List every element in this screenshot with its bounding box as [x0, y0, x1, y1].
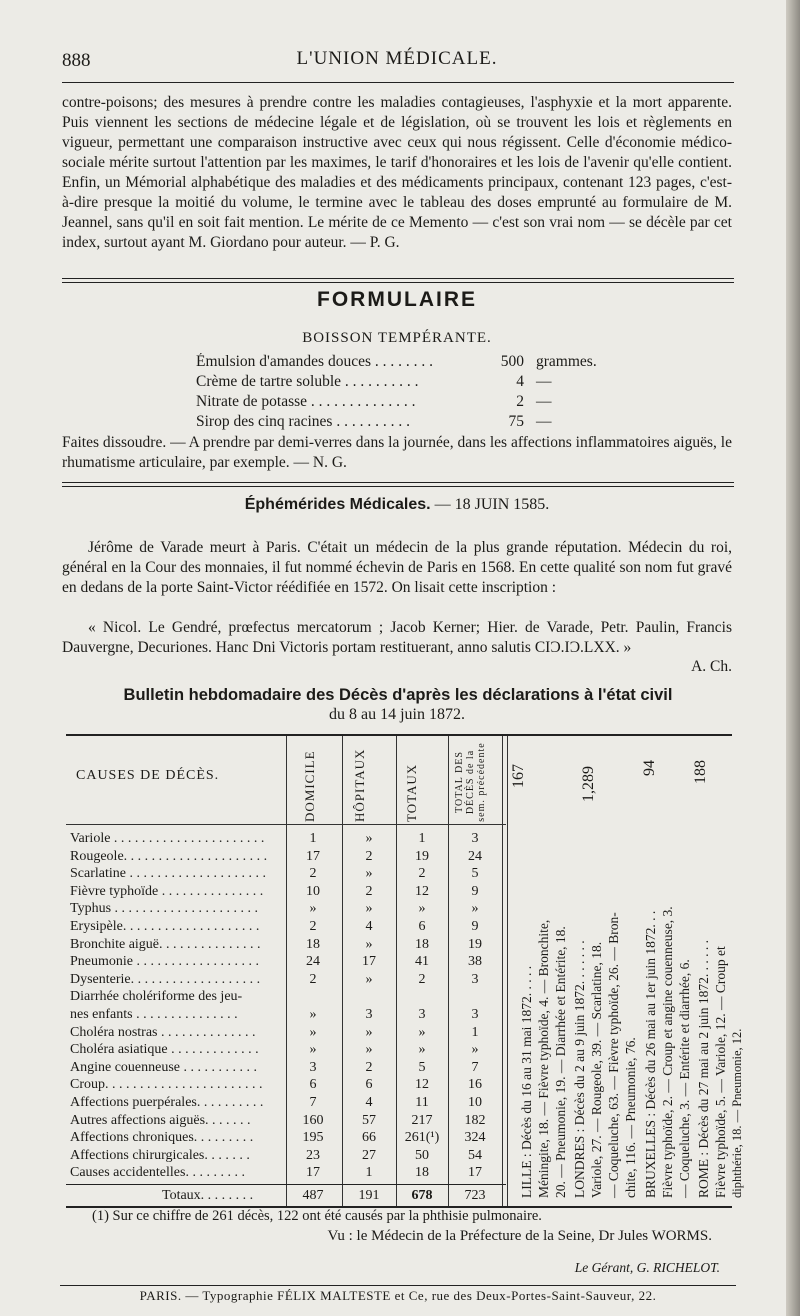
header-rule: [62, 82, 734, 83]
cell-prec: 54: [468, 1147, 482, 1163]
table-row: [66, 1129, 506, 1146]
ingredient-name: Crème de tartre soluble . . . . . . . . . .: [196, 373, 419, 390]
cell-hopitaux: »: [365, 831, 373, 846]
cell-domicile: 160: [302, 1112, 324, 1128]
cause-label: nes enfants . . . . . . . . . . . . . . .: [70, 1007, 238, 1022]
cell-domicile: 18: [306, 936, 320, 952]
cause-label: Affections puerpérales. . . . . . . . . .: [70, 1095, 264, 1110]
lille-line-3: 20. — Pneumonie, 19. — Diarrhée et Entérite, 18.: [553, 926, 568, 1198]
table-row: [66, 1059, 506, 1076]
totaux-header: TOTAUX: [404, 763, 419, 822]
cell-totaux: 6: [418, 919, 426, 934]
page-number: 888: [62, 50, 91, 71]
cell-hopitaux: 2: [365, 848, 373, 864]
ingredient-quantity: 4: [516, 373, 524, 390]
cell-prec: 3: [471, 971, 479, 987]
cell-hopitaux: 57: [362, 1112, 376, 1128]
cell-totaux: »: [418, 901, 426, 917]
cell-totaux: 12: [415, 883, 429, 899]
cell-hopitaux: »: [365, 971, 373, 987]
cell-domicile: 24: [306, 954, 320, 970]
cause-label: Pneumonie . . . . . . . . . . . . . . . . . .: [70, 954, 259, 970]
cause-label: Scarlatine . . . . . . . . . . . . . . . . . . . .: [70, 866, 266, 882]
formulaire-heading: FORMULAIRE: [317, 288, 477, 311]
domicile-header: DOMICILE: [302, 750, 317, 822]
ingredient-quantity: 2: [516, 393, 524, 410]
recipe-row: [196, 373, 656, 393]
cell-prec: »: [471, 901, 479, 917]
cause-label: Choléra nostras . . . . . . . . . . . . . .: [70, 1024, 256, 1040]
cell-totaux: 217: [411, 1112, 433, 1128]
londres-line-2: Variole, 27. — Rougeole, 39. — Scarlatine, 18.: [589, 941, 604, 1198]
recipe-row: [196, 353, 656, 373]
cell-totaux: 18: [415, 936, 429, 952]
cell-prec: 10: [468, 1095, 482, 1110]
journal-title: L'UNION MÉDICALE.: [296, 48, 498, 69]
totals-row: [66, 1188, 506, 1205]
table-row: [66, 1094, 506, 1111]
londres-line-3: — Coqueluche, 63. — Fièvre typhoïde, 26. — Bron-: [606, 912, 621, 1198]
cell-totaux: 50: [415, 1147, 429, 1163]
cell-domicile: 2: [309, 971, 317, 987]
cell-domicile: 2: [309, 919, 317, 934]
totals-label: Totaux. . . . . . . .: [162, 1188, 254, 1203]
cell-domicile: »: [309, 901, 317, 917]
cause-label: Typhus . . . . . . . . . . . . . . . . . . . . .: [70, 901, 259, 917]
ingredient-name: Sirop des cinq racines . . . . . . . . . .: [196, 413, 410, 430]
cause-label: Croup. . . . . . . . . . . . . . . . . . . . . . .: [70, 1077, 263, 1093]
cell-domicile: »: [309, 1042, 317, 1058]
column-line: [507, 736, 508, 1206]
review-paragraph: contre-poisons; des mesures à prendre contre les maladies contagieuses, l'asphyxie et la mort apparente. Puis viennent les sections de médecine légale et de législation, où se trouvent les lois et règlements en vigueur, permettant une comparaison instructive avec ceux qui nous régissent. Celle d'économie médico-sociale mérite surtout l'attention par les maximes, le tarif d'honoraires et les lois de l'avenir qu'elle contient. Enfin, un Mémorial alphabétique des maladies et des médicaments principaux, contenant 123 pages, c'est-à-dire presque la moitié du volume, le termine avec le tableau des doses emprunté au formulaire de M. Jeannel, sans qu'il en soit fait mention. Le mérite de ce Memento — c'est son vrai nom — se décèle par cet index, surtout ayant M. Giordano pour auteur. — P. G.: [62, 94, 732, 251]
table-row: [66, 865, 506, 882]
ingredient-unit: —: [536, 373, 552, 390]
cell-totaux: 11: [415, 1095, 429, 1110]
cell-hopitaux: 2: [365, 1059, 373, 1075]
table-row: [66, 971, 506, 988]
cell-totaux: 1: [418, 831, 426, 846]
ingredient-unit: —: [536, 393, 552, 410]
gerant-signature: Le Gérant, G. RICHELOT.: [574, 1260, 720, 1275]
cell-domicile: 195: [302, 1130, 324, 1146]
cell-totaux: 3: [418, 1007, 426, 1022]
cause-label: Variole . . . . . . . . . . . . . . . . . . . . . .: [70, 831, 265, 846]
cause-label: Angine couenneuse . . . . . . . . . . .: [70, 1059, 258, 1075]
inscription-paragraph: « Nicol. Le Gendré, prœfectus mercatorum ; Jacob Kerner; Hier. de Varade, Petr. Paulin, Francis Dauvergne, Decuriones. Hanc Dni Victoris portam restituerant, anno salutis CIƆ.IƆ.LXX. »: [62, 619, 732, 656]
rome-line-2: Fièvre typhoïde, 5. — Variole, 12. — Croup et: [713, 946, 728, 1198]
ingredient-name: Nitrate de potasse . . . . . . . . . . . . . .: [196, 393, 416, 410]
cell-domicile: 23: [306, 1147, 320, 1163]
lille-count: 167: [510, 764, 527, 788]
table-row: [66, 1164, 506, 1181]
table-row: [66, 830, 506, 847]
cell-domicile: 17: [306, 848, 320, 864]
cause-label: Autres affections aiguës. . . . . . .: [70, 1112, 251, 1128]
cell-totaux: 2: [418, 971, 426, 987]
cause-label: Choléra asiatique . . . . . . . . . . . . .: [70, 1042, 259, 1058]
cell-hopitaux: 4: [365, 919, 373, 934]
hopitaux-header: HÔPITAUX: [352, 748, 367, 822]
total-totaux: 678: [411, 1188, 433, 1203]
cell-hopitaux: »: [365, 1024, 373, 1040]
cause-label: Bronchite aiguë. . . . . . . . . . . . . . .: [70, 936, 261, 952]
rome-line-1: ROME : Décès du 27 mai au 2 juin 1872. . . . . .: [696, 940, 711, 1198]
londres-line-1: LONDRES : Décès du 2 au 9 juin 1872. . . . . . .: [572, 940, 587, 1198]
table-row: [66, 900, 506, 917]
cause-label: Rougeole. . . . . . . . . . . . . . . . . . . . .: [70, 848, 268, 864]
cell-hopitaux: 1: [365, 1165, 373, 1181]
cell-totaux: »: [418, 1024, 426, 1040]
recipe-row: [196, 413, 656, 433]
cell-hopitaux: »: [365, 901, 373, 917]
cause-label: Causes accidentelles. . . . . . . . .: [70, 1165, 245, 1181]
cell-domicile: 7: [309, 1095, 317, 1110]
cell-domicile: »: [309, 1024, 317, 1040]
totals-separator: [66, 1184, 506, 1185]
lille-line-1: LILLE : Décès du 16 au 31 mai 1872. . . . .: [519, 965, 534, 1198]
visa-line: Vu : le Médecin de la Préfecture de la Seine, Dr Jules WORMS.: [327, 1228, 712, 1244]
cell-totaux: 2: [418, 866, 426, 882]
ephemerides-signature: A. Ch.: [691, 658, 732, 675]
bulletin-title: Bulletin hebdomadaire des Décès d'après les déclarations à l'état civil: [123, 686, 673, 704]
cell-domicile: 3: [309, 1059, 317, 1075]
cell-prec: 38: [468, 954, 482, 970]
cause-label: Erysipèle. . . . . . . . . . . . . . . . . . . .: [70, 919, 260, 934]
total-previous: 723: [464, 1188, 486, 1203]
printer-imprint: PARIS. — Typographie FÉLIX MALTESTE et Ce, rue des Deux-Portes-Saint-Sauveur, 22.: [60, 1285, 736, 1304]
table-row: [66, 918, 506, 935]
londres-count: 1,289: [580, 766, 597, 802]
table-row: [66, 883, 506, 900]
cell-totaux: 261(¹): [404, 1130, 440, 1146]
table-row: [66, 1147, 506, 1164]
table-row: [66, 1076, 506, 1093]
running-header: [62, 46, 732, 78]
cell-prec: 7: [471, 1059, 479, 1075]
cell-prec: 324: [464, 1130, 486, 1146]
cell-prec: 1: [471, 1024, 479, 1040]
cause-label: Diarrhée cholériforme des jeu-: [70, 989, 243, 1005]
total-hopitaux: 191: [358, 1188, 380, 1203]
cell-domicile: 17: [306, 1165, 320, 1181]
cell-domicile: 6: [309, 1077, 317, 1093]
cell-totaux: 19: [415, 848, 429, 864]
table-row: [66, 1041, 506, 1058]
book-spine-shadow: [786, 0, 800, 1316]
ingredient-quantity: 500: [500, 353, 524, 370]
cell-domicile: »: [309, 1007, 317, 1022]
cell-hopitaux: »: [365, 866, 373, 882]
cell-domicile: 1: [309, 831, 317, 846]
deaths-table: [66, 734, 744, 1208]
recipe-ingredients: [196, 353, 656, 433]
cell-prec: 19: [468, 936, 482, 952]
recipe-title: BOISSON TEMPÉRANTE.: [302, 330, 492, 346]
causes-header: CAUSES DE DÉCÈS.: [76, 768, 220, 783]
cell-prec: 3: [471, 1007, 479, 1022]
rome-line-3: diphthérie, 18. — Pneumonie, 12.: [730, 1028, 744, 1198]
cell-prec: 182: [464, 1112, 486, 1128]
table-row: [66, 953, 506, 970]
cell-hopitaux: 66: [362, 1130, 376, 1146]
cell-hopitaux: 6: [365, 1077, 373, 1093]
section-rule: [62, 482, 734, 487]
table-row: [66, 1006, 506, 1023]
table-footnote: (1) Sur ce chiffre de 261 décès, 122 ont été causés par la phthisie pulmonaire.: [92, 1208, 542, 1224]
cell-prec: 17: [468, 1165, 482, 1181]
table-row: [66, 1024, 506, 1041]
cell-totaux: 18: [415, 1165, 429, 1181]
cell-hopitaux: »: [365, 1042, 373, 1058]
cause-label: Dysenterie. . . . . . . . . . . . . . . . . . .: [70, 971, 261, 987]
bulletin-dates: du 8 au 14 juin 1872.: [329, 706, 465, 723]
ephemerides-heading: [62, 496, 732, 514]
cell-domicile: 10: [306, 883, 320, 899]
cell-prec: 24: [468, 848, 482, 864]
ephemerides-paragraph: Jérôme de Varade meurt à Paris. C'était un médecin de la plus grande réputation. Médecin du roi, général en la Cour des monnaies, il fut nommé échevin de Paris en 1568. En cette qualité son nom fut gravé en dedans de la porte Saint-Victor réédifiée en 1572. On lisait cette inscription :: [62, 539, 732, 596]
ingredient-unit: —: [536, 413, 552, 430]
cell-hopitaux: 27: [362, 1147, 376, 1163]
section-rule: [62, 278, 734, 283]
total-domicile: 487: [302, 1188, 324, 1203]
cell-prec: 16: [468, 1077, 482, 1093]
cell-prec: 9: [471, 919, 479, 934]
cell-prec: »: [471, 1042, 479, 1058]
recipe-instructions: Faites dissoudre. — A prendre par demi-verres dans la journée, dans les affections inflammatoires aiguës, le rhumatisme articulaire, par exemple. — N. G.: [62, 434, 732, 471]
ingredient-unit: grammes.: [536, 353, 597, 370]
bruxelles-line-3: — Coqueluche, 3. — Entérite et diarrhée, 6.: [677, 959, 692, 1198]
cell-prec: 3: [471, 831, 479, 846]
table-row: [66, 988, 506, 1005]
cause-label: Fièvre typhoïde . . . . . . . . . . . . . . .: [70, 883, 264, 899]
bruxelles-count: 94: [641, 760, 658, 776]
cell-hopitaux: 4: [365, 1095, 373, 1110]
recipe-row: [196, 393, 656, 413]
table-row: [66, 936, 506, 953]
cell-domicile: 2: [309, 866, 317, 882]
ephemerides-title: Éphémérides Médicales.: [244, 496, 431, 513]
cell-hopitaux: 2: [365, 883, 373, 899]
londres-line-4: chite, 116. — Pneumonie, 76.: [623, 1037, 638, 1198]
cell-totaux: »: [418, 1042, 426, 1058]
cell-prec: 5: [471, 866, 479, 882]
bruxelles-line-1: BRUXELLES : Décès du 26 mai au 1er juin 1872. . .: [643, 910, 658, 1198]
cell-prec: 9: [471, 883, 479, 899]
cell-totaux: 12: [415, 1077, 429, 1093]
cause-label: Affections chroniques. . . . . . . . .: [70, 1130, 254, 1146]
cell-totaux: 5: [418, 1059, 426, 1075]
table-row: [66, 848, 506, 865]
previous-week-header: TOTAL DES DÉCÈS de la sem. précédente: [454, 742, 487, 822]
rome-count: 188: [692, 760, 709, 784]
cell-hopitaux: 3: [365, 1007, 373, 1022]
lille-line-2: Méningite, 18. — Fièvre typhoïde, 4. — Bronchite,: [536, 919, 551, 1198]
bruxelles-line-2: Fièvre typhoïde, 2. — Croup et angine couenneuse, 3.: [660, 906, 675, 1198]
cell-totaux: 41: [415, 954, 429, 970]
table-row: [66, 1112, 506, 1129]
ingredient-name: Émulsion d'amandes douces . . . . . . . .: [196, 353, 433, 370]
cause-label: Affections chirurgicales. . . . . . .: [70, 1147, 250, 1163]
cell-hopitaux: »: [365, 936, 373, 952]
ingredient-quantity: 75: [508, 413, 524, 430]
cell-hopitaux: 17: [362, 954, 376, 970]
ephemerides-date: — 18 JUIN 1585.: [434, 496, 550, 513]
